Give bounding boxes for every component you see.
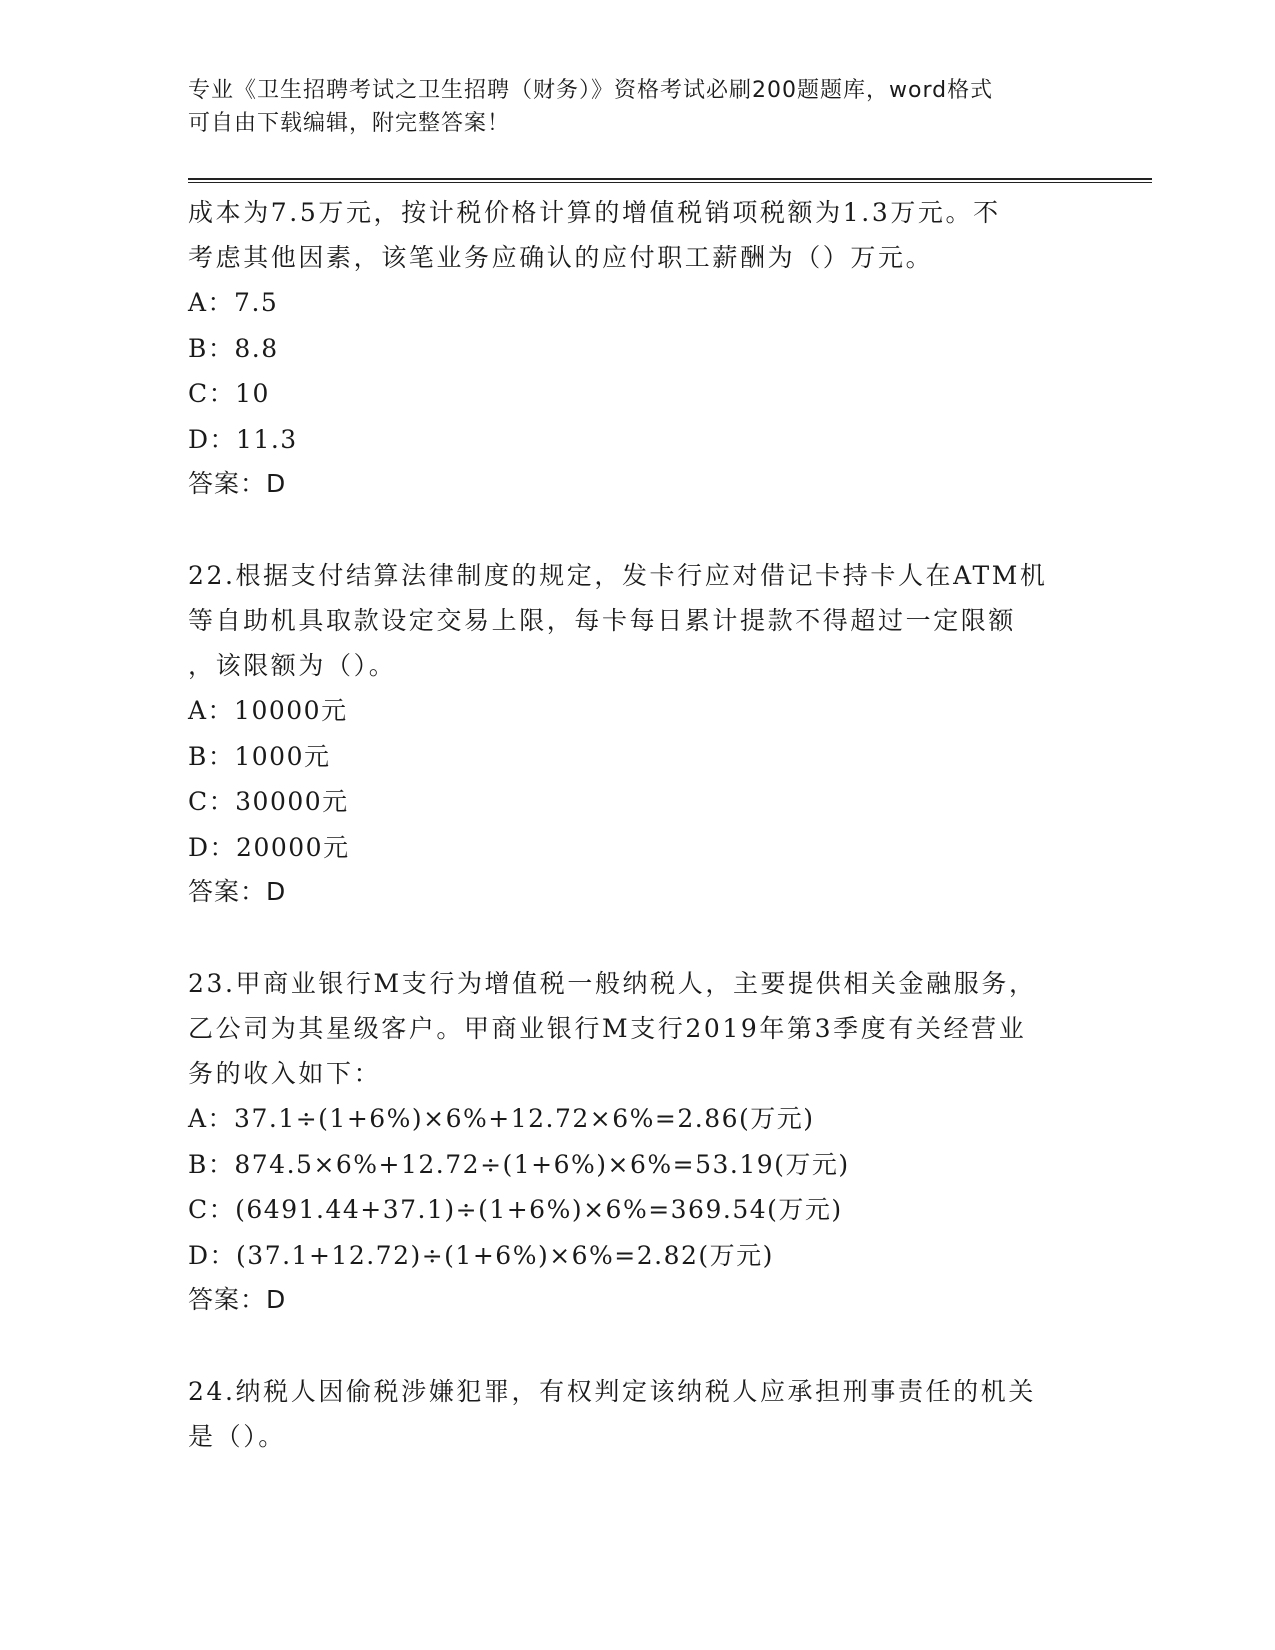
header-divider <box>188 178 1152 183</box>
question-block <box>188 961 1088 1321</box>
option-c: C：10 <box>188 379 270 408</box>
question-block <box>188 1369 1088 1459</box>
question-stem-line: 23.甲商业银行M支行为增值税一般纳税人，主要提供相关金融服务， <box>188 969 1037 998</box>
question-stem-line: 是（）。 <box>188 1422 286 1451</box>
document-header <box>188 74 1068 140</box>
answer-line: 答案：D <box>188 877 287 906</box>
question-stem-line: 乙公司为其星级客户。甲商业银行M支行2019年第3季度有关经营业 <box>188 1014 1027 1043</box>
option-c: C：(6491.44+37.1)÷(1+6%)×6%=369.54(万元) <box>188 1195 843 1224</box>
question-block <box>188 190 1088 505</box>
option-b: B：1000元 <box>188 741 331 771</box>
option-b: B：874.5×6%+12.72÷(1+6%)×6%=53.19(万元) <box>188 1149 850 1179</box>
header-line-2: 可自由下载编辑，附完整答案！ <box>188 111 511 136</box>
option-a: A：37.1÷(1+6%)×6%+12.72×6%=2.86(万元) <box>188 1104 815 1133</box>
answer-line: 答案：D <box>188 469 287 498</box>
question-stem-line: 成本为7.5万元，按计税价格计算的增值税销项税额为1.3万元。不 <box>188 198 1001 227</box>
option-a: A：10000元 <box>188 696 348 725</box>
question-stem-line: 考虑其他因素，该笔业务应确认的应付职工薪酬为（）万元。 <box>188 243 934 272</box>
question-list <box>188 190 1088 1459</box>
question-stem-line: 24.纳税人因偷税涉嫌犯罪，有权判定该纳税人应承担刑事责任的机关 <box>188 1377 1036 1406</box>
option-c: C：30000元 <box>188 787 349 816</box>
option-d: D：20000元 <box>188 832 350 862</box>
answer-line: 答案：D <box>188 1285 287 1314</box>
option-a: A：7.5 <box>188 288 279 317</box>
question-block <box>188 553 1088 913</box>
option-b: B：8.8 <box>188 333 279 363</box>
header-line-1: 专业《卫生招聘考试之卫生招聘（财务）》资格考试必刷200题题库，word格式 <box>188 78 994 103</box>
question-stem-line: 务的收入如下： <box>188 1059 382 1088</box>
spacer <box>188 913 1088 961</box>
question-stem-line: ，该限额为（）。 <box>188 651 397 680</box>
spacer <box>188 505 1088 553</box>
option-d: D：11.3 <box>188 424 298 454</box>
question-stem-line: 22.根据支付结算法律制度的规定，发卡行应对借记卡持卡人在ATM机 <box>188 561 1048 590</box>
spacer <box>188 1321 1088 1369</box>
question-stem-line: 等自助机具取款设定交易上限，每卡每日累计提款不得超过一定限额 <box>188 606 1017 635</box>
option-d: D：(37.1+12.72)÷(1+6%)×6%=2.82(万元) <box>188 1240 774 1270</box>
